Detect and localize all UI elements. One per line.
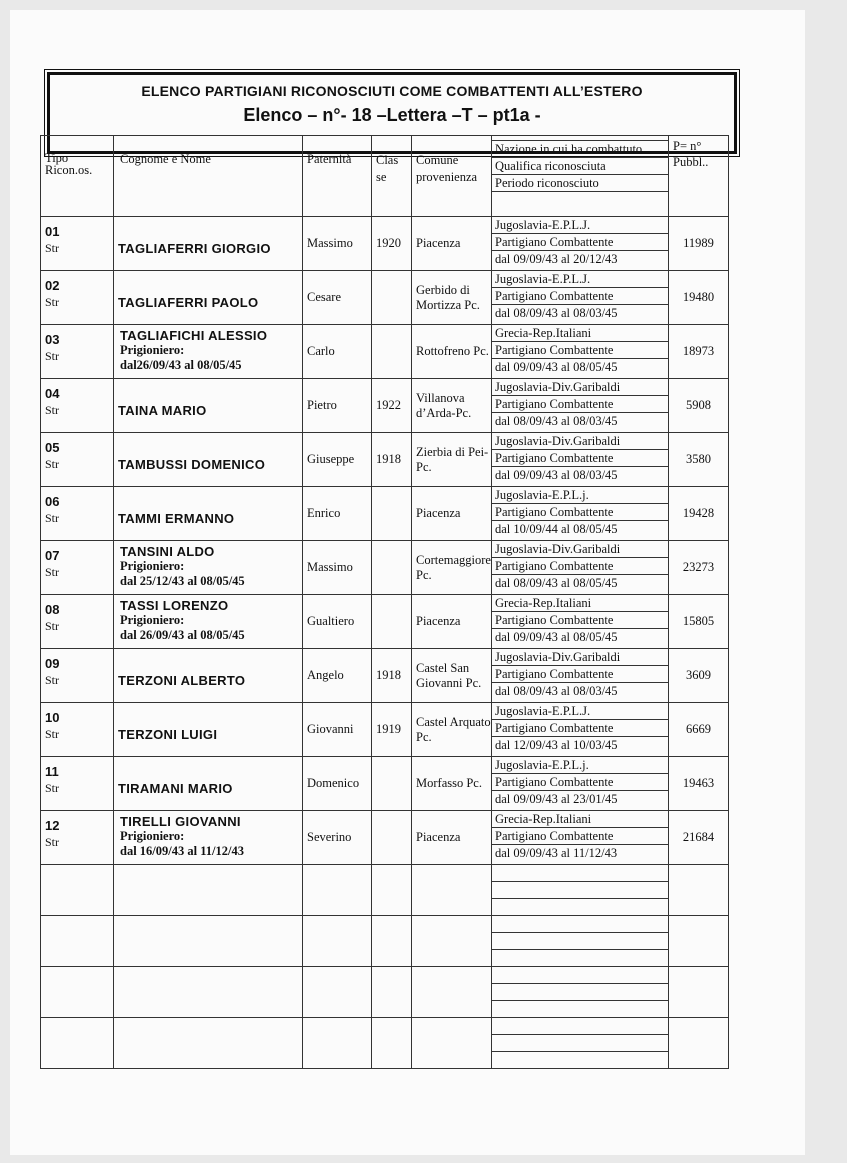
row-number: 05: [45, 440, 60, 455]
row-tipo: Str: [45, 835, 60, 849]
prisoner-period: dal 16/09/43 al 11/12/43: [120, 844, 244, 858]
service-cell: [492, 487, 669, 541]
nazione-value: Jugoslavia-E.P.L.J.: [492, 217, 668, 234]
nazione-value: Grecia-Rep.Italiani: [492, 595, 668, 612]
empty-row: [41, 865, 729, 916]
qualifica-value: Partigiano Combattente: [492, 396, 668, 413]
prisoner-period: dal26/09/43 al 08/05/45: [120, 358, 242, 372]
table-row: [41, 325, 729, 379]
col-header-nazione-group: [492, 136, 669, 217]
row-number: 10: [45, 710, 60, 725]
comune-cell: Castel Arquato Pc.: [412, 703, 492, 757]
table-row: [41, 541, 729, 595]
qualifica-value: Partigiano Combattente: [492, 342, 668, 359]
comune-cell: Cortemaggiore Pc.: [412, 541, 492, 595]
nazione-value: Grecia-Rep.Italiani: [492, 811, 668, 828]
qualifica-value: Partigiano Combattente: [492, 234, 668, 251]
pubbl-cell: 19428: [669, 487, 729, 541]
row-number: 04: [45, 386, 60, 401]
row-number: 03: [45, 332, 60, 347]
nazione-value: Jugoslavia-E.P.L.j.: [492, 757, 668, 774]
pubbl-cell: 6669: [669, 703, 729, 757]
periodo-value: dal 09/09/43 al 11/12/43: [495, 846, 618, 860]
classe-cell: [372, 811, 412, 865]
table-row: [41, 811, 729, 865]
name-cell: [114, 487, 303, 541]
paternita-cell: Giuseppe: [303, 433, 372, 487]
qualifica-value: Partigiano Combattente: [492, 774, 668, 791]
empty-row: [41, 1018, 729, 1069]
tipo-cell: [41, 595, 114, 649]
classe-cell: [372, 595, 412, 649]
partisan-table: [40, 135, 729, 1069]
col-header-periodo: Periodo riconosciuto: [492, 175, 668, 192]
document-subtitle: Elenco – n°- 18 –Lettera –T – pt1a -: [243, 105, 541, 125]
pubbl-cell: 19463: [669, 757, 729, 811]
tipo-cell: [41, 757, 114, 811]
partisan-name: TAMMI ERMANNO: [118, 511, 235, 526]
periodo-value: dal 09/09/43 al 08/03/45: [495, 468, 618, 482]
name-cell: [114, 757, 303, 811]
comune-cell: Piacenza: [412, 217, 492, 271]
name-cell: [114, 271, 303, 325]
periodo-value: dal 08/09/43 al 08/03/45: [495, 684, 618, 698]
nazione-value: Jugoslavia-Div.Garibaldi: [492, 649, 668, 666]
service-cell: [492, 811, 669, 865]
classe-cell: [372, 487, 412, 541]
row-tipo: Str: [45, 457, 60, 471]
periodo-value: dal 10/09/44 al 08/05/45: [495, 522, 618, 536]
empty-row: [41, 916, 729, 967]
col-header-nazione: Nazione in cui ha combattuto: [492, 140, 668, 158]
row-number: 01: [45, 224, 60, 239]
name-cell: [114, 217, 303, 271]
table-row: [41, 703, 729, 757]
partisan-name: TAGLIAFERRI GIORGIO: [118, 241, 271, 256]
pubbl-cell: 3609: [669, 649, 729, 703]
paternita-cell: Angelo: [303, 649, 372, 703]
paternita-cell: Cesare: [303, 271, 372, 325]
paternita-cell: Gualtiero: [303, 595, 372, 649]
prisoner-label: Prigioniero:: [120, 343, 185, 357]
comune-cell: Morfasso Pc.: [412, 757, 492, 811]
name-cell: [114, 595, 303, 649]
nazione-value: Jugoslavia-Div.Garibaldi: [492, 433, 668, 450]
classe-cell: [372, 271, 412, 325]
tipo-cell: [41, 271, 114, 325]
tipo-cell: [41, 433, 114, 487]
row-number: 06: [45, 494, 60, 509]
comune-cell: Castel San Giovanni Pc.: [412, 649, 492, 703]
col-header-cognome-nome: Cognome e Nome: [114, 136, 303, 217]
comune-cell: Gerbido di Mortizza Pc.: [412, 271, 492, 325]
row-tipo: Str: [45, 565, 60, 579]
col-header-classe: Clas se: [372, 136, 412, 217]
paternita-cell: Severino: [303, 811, 372, 865]
nazione-value: Jugoslavia-Div.Garibaldi: [492, 541, 668, 558]
tipo-cell: [41, 325, 114, 379]
paternita-cell: Domenico: [303, 757, 372, 811]
qualifica-value: Partigiano Combattente: [492, 666, 668, 683]
partisan-name: TAGLIAFERRI PAOLO: [118, 295, 259, 310]
service-cell: [492, 433, 669, 487]
nazione-value: Jugoslavia-Div.Garibaldi: [492, 379, 668, 396]
classe-cell: [372, 541, 412, 595]
name-cell: [114, 541, 303, 595]
row-number: 09: [45, 656, 60, 671]
empty-row: [41, 967, 729, 1018]
paternita-cell: Giovanni: [303, 703, 372, 757]
nazione-value: Jugoslavia-E.P.L.J.: [492, 271, 668, 288]
partisan-name: TIRAMANI MARIO: [118, 781, 233, 796]
name-cell: [114, 811, 303, 865]
qualifica-value: Partigiano Combattente: [492, 288, 668, 305]
name-cell: [114, 379, 303, 433]
row-number: 08: [45, 602, 60, 617]
tipo-cell: [41, 217, 114, 271]
classe-cell: 1918: [372, 433, 412, 487]
col-header-comune: Comune provenienza: [412, 136, 492, 217]
row-tipo: Str: [45, 511, 60, 525]
classe-cell: [372, 757, 412, 811]
table-row: [41, 487, 729, 541]
comune-cell: Piacenza: [412, 595, 492, 649]
service-cell: [492, 595, 669, 649]
qualifica-value: Partigiano Combattente: [492, 720, 668, 737]
partisan-name: TANSINI ALDO: [120, 544, 215, 559]
col-header-paternita: Paternità: [303, 136, 372, 217]
paternita-cell: Massimo: [303, 541, 372, 595]
partisan-name: TAINA MARIO: [118, 403, 207, 418]
periodo-value: dal 08/09/43 al 08/03/45: [495, 414, 618, 428]
table-row: [41, 433, 729, 487]
name-cell: [114, 649, 303, 703]
pubbl-cell: 11989: [669, 217, 729, 271]
row-number: 07: [45, 548, 60, 563]
table-row: [41, 217, 729, 271]
col-header-qualifica: Qualifica riconosciuta: [492, 158, 668, 175]
row-number: 11: [45, 764, 59, 779]
nazione-value: Jugoslavia-E.P.L.J.: [492, 703, 668, 720]
table-row: [41, 271, 729, 325]
row-tipo: Str: [45, 619, 60, 633]
periodo-value: dal 09/09/43 al 08/05/45: [495, 630, 618, 644]
periodo-value: dal 09/09/43 al 08/05/45: [495, 360, 618, 374]
tipo-cell: [41, 649, 114, 703]
row-tipo: Str: [45, 727, 60, 741]
paternita-cell: Massimo: [303, 217, 372, 271]
pubbl-cell: 23273: [669, 541, 729, 595]
row-tipo: Str: [45, 403, 60, 417]
comune-cell: Piacenza: [412, 811, 492, 865]
partisan-name: TERZONI LUIGI: [118, 727, 218, 742]
nazione-value: Grecia-Rep.Italiani: [492, 325, 668, 342]
comune-cell: Villanova d’Arda-Pc.: [412, 379, 492, 433]
partisan-name: TERZONI ALBERTO: [118, 673, 246, 688]
partisan-name: TAGLIAFICHI ALESSIO: [120, 328, 268, 343]
classe-cell: 1918: [372, 649, 412, 703]
pubbl-cell: 21684: [669, 811, 729, 865]
row-number: 02: [45, 278, 60, 293]
paternita-cell: Pietro: [303, 379, 372, 433]
pubbl-cell: 3580: [669, 433, 729, 487]
periodo-value: dal 08/09/43 al 08/05/45: [495, 576, 618, 590]
tipo-cell: [41, 487, 114, 541]
service-cell: [492, 271, 669, 325]
service-cell: [492, 217, 669, 271]
prisoner-label: Prigioniero:: [120, 829, 185, 843]
service-cell: [492, 541, 669, 595]
comune-cell: Rottofreno Pc.: [412, 325, 492, 379]
row-tipo: Str: [45, 349, 60, 363]
partisan-name: TIRELLI GIOVANNI: [120, 814, 241, 829]
row-tipo: Str: [45, 781, 60, 795]
row-tipo: Str: [45, 673, 60, 687]
prisoner-period: dal 26/09/43 al 08/05/45: [120, 628, 245, 642]
qualifica-value: Partigiano Combattente: [492, 558, 668, 575]
service-cell: [492, 649, 669, 703]
prisoner-period: dal 25/12/43 al 08/05/45: [120, 574, 245, 588]
periodo-value: dal 09/09/43 al 20/12/43: [495, 252, 618, 266]
comune-cell: Piacenza: [412, 487, 492, 541]
row-tipo: Str: [45, 241, 60, 255]
periodo-value: dal 09/09/43 al 23/01/45: [495, 792, 618, 806]
tipo-cell: [41, 541, 114, 595]
tipo-cell: [41, 703, 114, 757]
partisan-name: TASSI LORENZO: [120, 598, 229, 613]
classe-cell: 1920: [372, 217, 412, 271]
prisoner-label: Prigioniero:: [120, 613, 185, 627]
service-cell: [492, 703, 669, 757]
service-cell: [492, 379, 669, 433]
classe-cell: 1922: [372, 379, 412, 433]
partisan-name: TAMBUSSI DOMENICO: [118, 457, 266, 472]
periodo-value: dal 08/09/43 al 08/03/45: [495, 306, 618, 320]
qualifica-value: Partigiano Combattente: [492, 504, 668, 521]
pubbl-cell: 18973: [669, 325, 729, 379]
name-cell: [114, 325, 303, 379]
name-cell: [114, 703, 303, 757]
paternita-cell: Enrico: [303, 487, 372, 541]
qualifica-value: Partigiano Combattente: [492, 612, 668, 629]
service-cell: [492, 325, 669, 379]
pubbl-cell: 15805: [669, 595, 729, 649]
classe-cell: [372, 325, 412, 379]
table-header-row: [41, 136, 729, 217]
row-tipo: Str: [45, 295, 60, 309]
tipo-cell: [41, 379, 114, 433]
name-cell: [114, 433, 303, 487]
comune-cell: Zierbia di Pei-Pc.: [412, 433, 492, 487]
col-header-tipo: Tipo Ricon.os.: [41, 136, 114, 217]
table-row: [41, 757, 729, 811]
pubbl-cell: 19480: [669, 271, 729, 325]
row-number: 12: [45, 818, 60, 833]
paternita-cell: Carlo: [303, 325, 372, 379]
pubbl-cell: 5908: [669, 379, 729, 433]
prisoner-label: Prigioniero:: [120, 559, 185, 573]
service-cell: [492, 757, 669, 811]
periodo-value: dal 12/09/43 al 10/03/45: [495, 738, 618, 752]
table-row: [41, 379, 729, 433]
nazione-value: Jugoslavia-E.P.L.j.: [492, 487, 668, 504]
col-header-pubbl: P= n° Pubbl..: [669, 136, 729, 217]
tipo-cell: [41, 811, 114, 865]
table-row: [41, 649, 729, 703]
document-title: ELENCO PARTIGIANI RICONOSCIUTI COME COMBATTENTI ALL’ESTERO: [141, 83, 643, 99]
table-row: [41, 595, 729, 649]
qualifica-value: Partigiano Combattente: [492, 450, 668, 467]
qualifica-value: Partigiano Combattente: [492, 828, 668, 845]
classe-cell: 1919: [372, 703, 412, 757]
